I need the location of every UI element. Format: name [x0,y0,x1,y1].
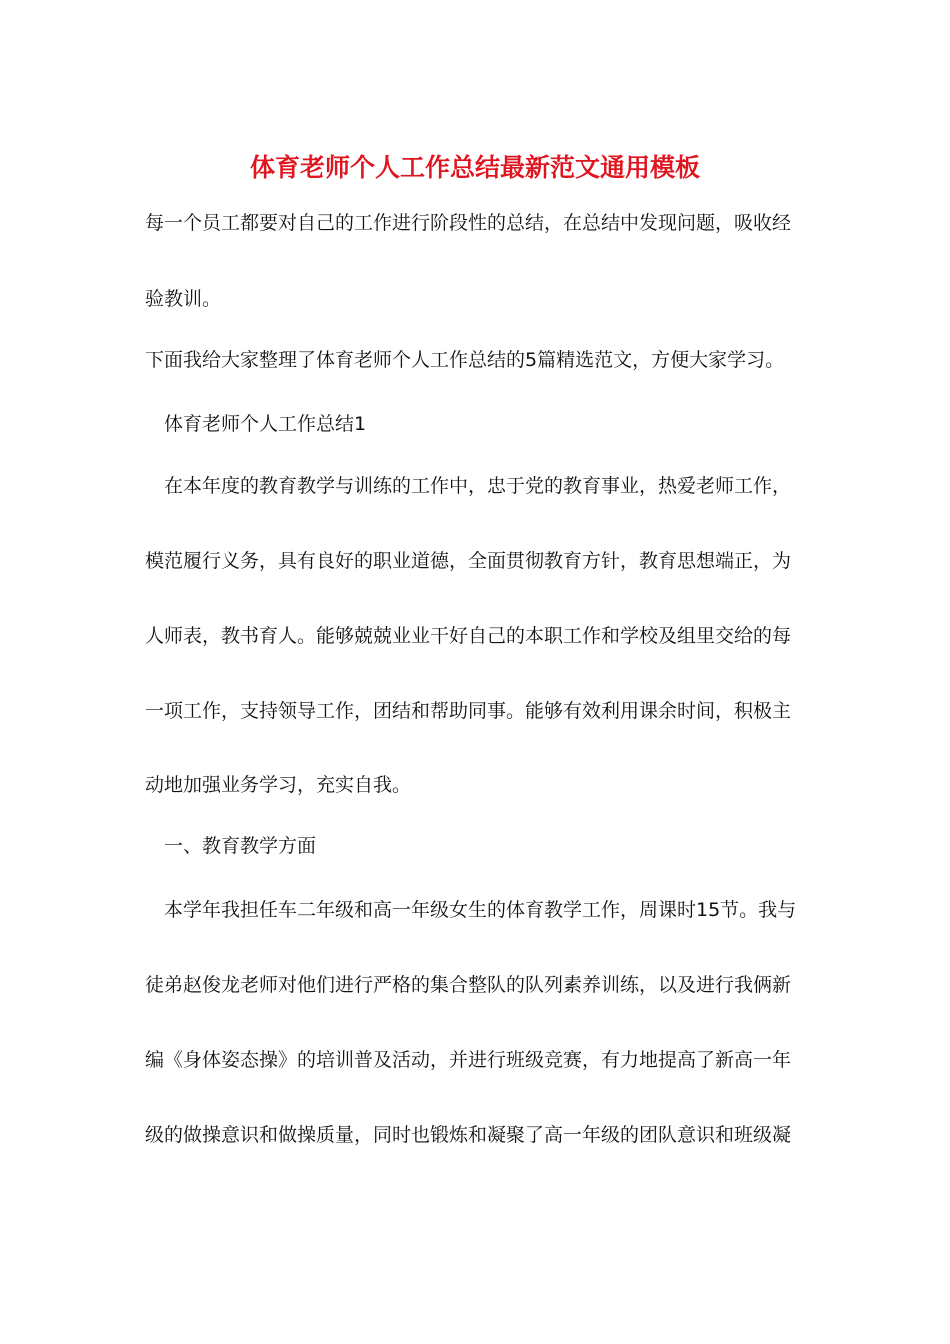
section-heading: 一、教育教学方面 [164,835,317,857]
paragraph-line: 编《身体姿态操》的培训普及活动，并进行班级竞赛，有力地提高了新高一年 [145,1049,792,1071]
paragraph-line: 下面我给大家整理了体育老师个人工作总结的5篇精选范文，方便大家学习。 [145,349,785,371]
paragraph-line: 验教训。 [145,288,222,310]
paragraph-line: 模范履行义务，具有良好的职业道德，全面贯彻教育方针，教育思想端正，为 [145,550,792,572]
section-heading: 体育老师个人工作总结1 [164,413,367,435]
paragraph-line: 人师表，教书育人。能够兢兢业业干好自己的本职工作和学校及组里交给的每 [145,625,792,647]
paragraph-line: 徒弟赵俊龙老师对他们进行严格的集合整队的队列素养训练，以及进行我俩新 [145,974,792,996]
paragraph-line: 在本年度的教育教学与训练的工作中，忠于党的教育事业，热爱老师工作， [164,475,792,497]
paragraph-line: 动地加强业务学习，充实自我。 [145,774,412,796]
paragraph-line: 每一个员工都要对自己的工作进行阶段性的总结，在总结中发现问题，吸收经 [145,212,792,234]
paragraph-line: 一项工作，支持领导工作，团结和帮助同事。能够有效利用课余时间，积极主 [145,700,792,722]
paragraph-line: 本学年我担任车二年级和高一年级女生的体育教学工作，周课时15节。我与 [164,899,797,921]
paragraph-line: 级的做操意识和做操质量，同时也锻炼和凝聚了高一年级的团队意识和班级凝 [145,1124,792,1146]
document-title: 体育老师个人工作总结最新范文通用模板 [249,153,700,182]
